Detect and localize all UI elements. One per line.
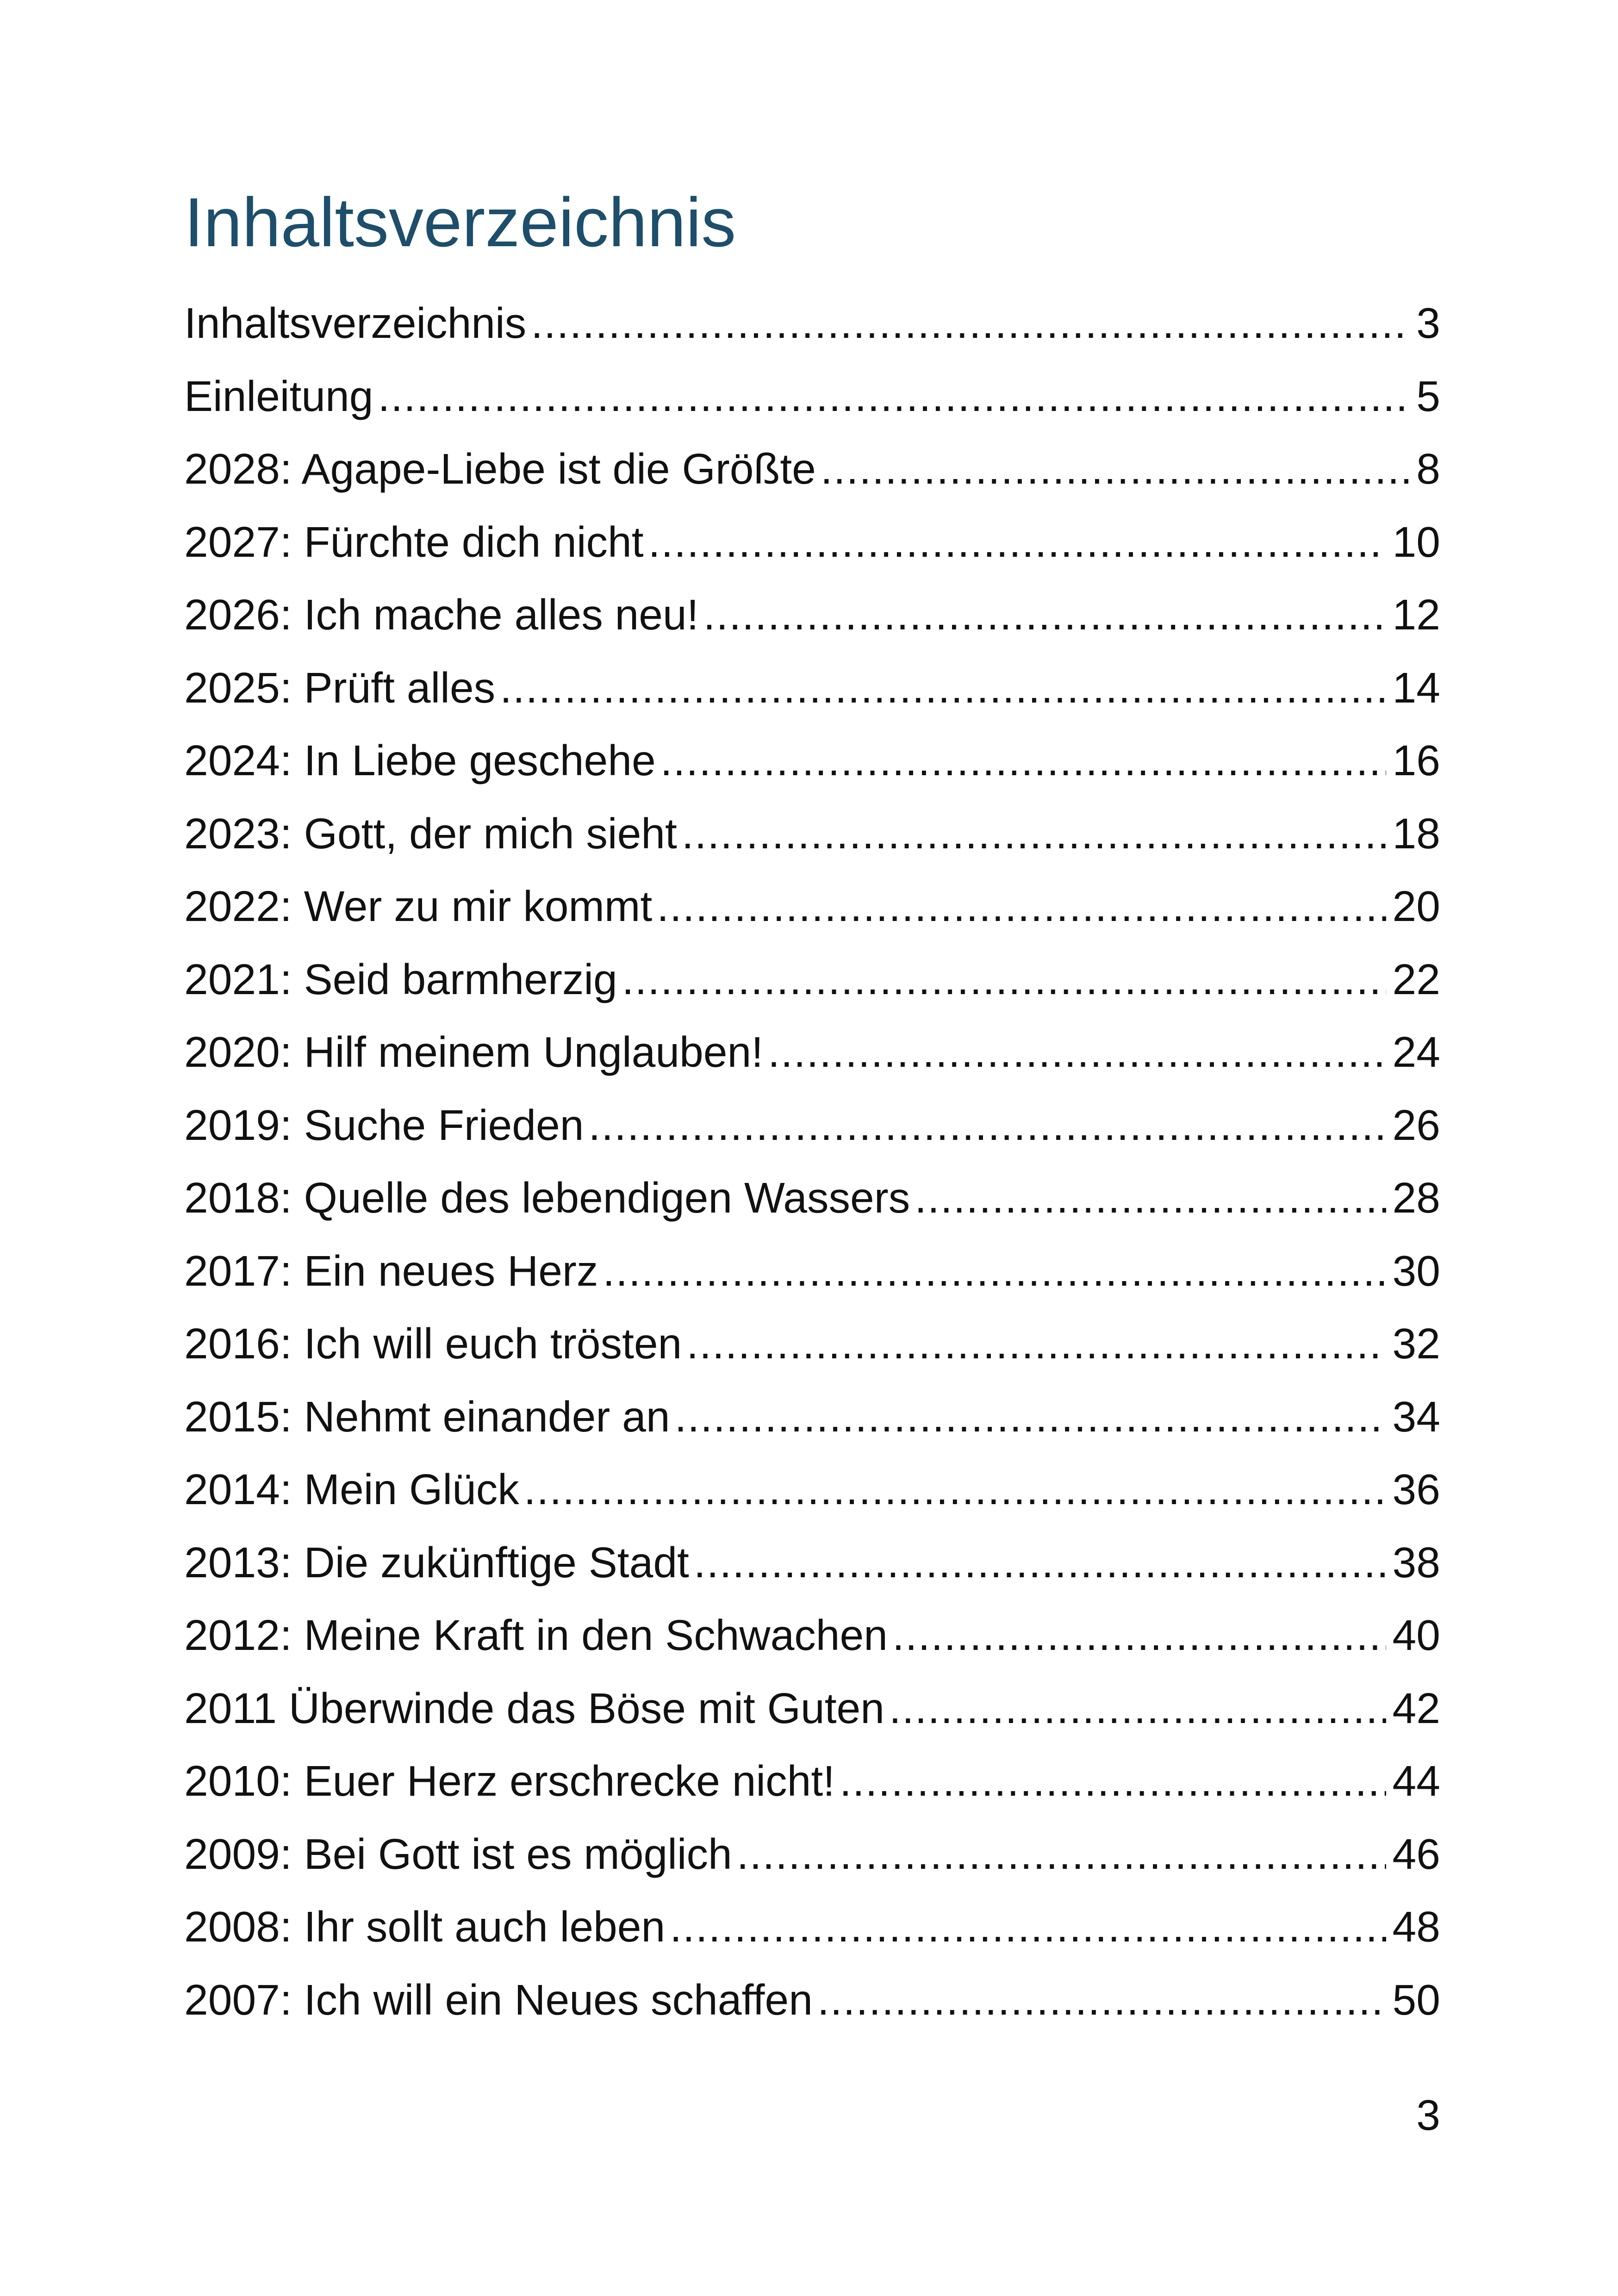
toc-entry-title: 2023: Gott, der mich sieht [184,809,677,858]
toc-entry[interactable] [184,1162,1440,1235]
toc-entry-page: 14 [1392,663,1440,712]
toc-entry-title: 2020: Hilf meinem Unglauben! [184,1028,764,1076]
toc-entry[interactable] [184,1599,1440,1672]
toc-entry[interactable] [184,1235,1440,1308]
toc-entry-page: 50 [1392,1975,1440,2024]
toc-entry[interactable] [184,433,1440,506]
toc-entry-title: 2011 Überwinde das Böse mit Guten [184,1684,884,1732]
toc-entry[interactable] [184,506,1440,579]
toc-entry-page: 16 [1392,736,1440,784]
toc-entry-page: 38 [1392,1538,1440,1587]
toc-entry-title: 2007: Ich will ein Neues schaffen [184,1975,813,2024]
toc-entry-title: 2013: Die zukünftige Stadt [184,1538,689,1587]
page-number: 3 [1416,2091,1440,2139]
toc-entry-page: 12 [1392,591,1440,639]
toc-dot-leader [694,1526,1386,1599]
toc-entry[interactable] [184,1745,1440,1818]
toc-dot-leader [817,1964,1386,2037]
toc-entry[interactable] [184,724,1440,797]
toc-entry[interactable] [184,797,1440,871]
toc-dot-leader [915,1162,1386,1235]
toc-dot-leader [821,433,1410,506]
toc-entry-page: 34 [1392,1392,1440,1441]
toc-entry-page: 22 [1392,955,1440,1003]
toc-entry-title: 2018: Quelle des lebendigen Wassers [184,1174,910,1222]
toc-entry-page: 26 [1392,1101,1440,1149]
toc-dot-leader [524,1453,1386,1526]
toc-entry-page: 30 [1392,1246,1440,1295]
toc-entry-title: 2028: Agape-Liebe ist die Größte [184,445,816,493]
toc-entry[interactable] [184,943,1440,1016]
toc-entry-title: 2021: Seid barmherzig [184,955,617,1003]
toc-entry-page: 20 [1392,882,1440,930]
toc-entry-title: 2026: Ich mache alles neu! [184,591,699,639]
toc-entry-title: Inhaltsverzeichnis [184,299,527,347]
toc-entry-page: 46 [1392,1829,1440,1878]
toc-entry[interactable] [184,287,1440,360]
toc-dot-leader [588,1089,1386,1162]
toc-entry-title: 2010: Euer Herz erschrecke nicht! [184,1757,835,1805]
toc-entry[interactable] [184,360,1440,433]
toc-entry-title: Einleitung [184,372,373,420]
toc-entry-page: 42 [1392,1684,1440,1732]
toc-dot-leader [648,506,1386,579]
toc-entry[interactable] [184,870,1440,943]
toc-entry[interactable] [184,652,1440,725]
toc-dot-leader [768,1016,1386,1089]
toc-entry-page: 48 [1392,1903,1440,1951]
toc-entry-page: 40 [1392,1611,1440,1659]
toc-entry[interactable] [184,1818,1440,1891]
toc-entry-title: 2014: Mein Glück [184,1465,519,1513]
toc-dot-leader [531,287,1410,360]
toc-entry-title: 2012: Meine Kraft in den Schwachen [184,1611,888,1659]
toc-entry-page: 28 [1392,1174,1440,1222]
toc-dot-leader [622,943,1386,1016]
toc-dot-leader [840,1745,1386,1818]
toc-entry-page: 10 [1392,517,1440,566]
toc-dot-leader [703,579,1386,652]
toc-entry[interactable] [184,1307,1440,1381]
toc-dot-leader [660,724,1386,797]
toc-entry-title: 2016: Ich will euch trösten [184,1319,682,1368]
toc-entry-page: 3 [1416,299,1440,347]
toc-entry-title: 2008: Ihr sollt auch leben [184,1903,666,1951]
toc-entry[interactable] [184,1891,1440,1964]
toc-entry-title: 2009: Bei Gott ist es möglich [184,1829,732,1878]
toc-entry[interactable] [184,1381,1440,1454]
toc-entry-title: 2019: Suche Frieden [184,1101,584,1149]
toc-entry-page: 44 [1392,1757,1440,1805]
toc-dot-leader [682,797,1386,871]
toc-entry-page: 24 [1392,1028,1440,1076]
toc-entry-title: 2017: Ein neues Herz [184,1246,598,1295]
toc-entry-title: 2015: Nehmt einander an [184,1392,670,1441]
toc-entry-title: 2024: In Liebe geschehe [184,736,656,784]
page-title: Inhaltsverzeichnis [184,183,736,261]
toc-entry-page: 5 [1416,372,1440,420]
toc-dot-leader [500,652,1386,725]
toc-entry[interactable] [184,1016,1440,1089]
toc-entry-page: 8 [1416,445,1440,493]
toc-entry[interactable] [184,1526,1440,1599]
toc-entry[interactable] [184,1453,1440,1526]
toc-dot-leader [670,1891,1386,1964]
toc-entry-page: 18 [1392,809,1440,858]
toc-dot-leader [892,1599,1386,1672]
table-of-contents [184,287,1440,2036]
toc-dot-leader [686,1307,1386,1381]
toc-dot-leader [378,360,1410,433]
toc-entry[interactable] [184,1672,1440,1745]
toc-entry-title: 2025: Prüft alles [184,663,496,712]
toc-entry-title: 2027: Fürchte dich nicht [184,517,644,566]
toc-dot-leader [675,1381,1386,1454]
toc-entry[interactable] [184,1964,1440,2037]
toc-dot-leader [737,1818,1386,1891]
toc-entry-title: 2022: Wer zu mir kommt [184,882,653,930]
toc-entry[interactable] [184,579,1440,652]
toc-dot-leader [889,1672,1386,1745]
toc-entry-page: 32 [1392,1319,1440,1368]
toc-dot-leader [657,870,1386,943]
toc-entry-page: 36 [1392,1465,1440,1513]
toc-dot-leader [603,1235,1386,1308]
toc-entry[interactable] [184,1089,1440,1162]
